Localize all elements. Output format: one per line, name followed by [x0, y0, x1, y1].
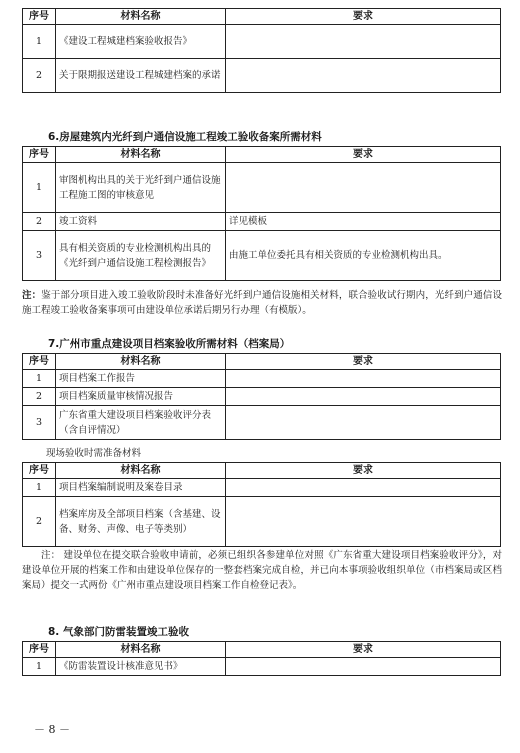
table-row: [23, 388, 501, 406]
section-6-note: [22, 288, 502, 318]
table-header-row: [23, 463, 501, 479]
table-row: [23, 658, 501, 676]
row-no: 2: [23, 213, 56, 231]
note-text: 鉴于部分项目进入竣工验收阶段时未准备好光纤到户通信设施相关材料，联合验收试行期内，光纤到户通信设施工程竣工验收备案事项可由建设单位承诺后期另行办理（有模版）。: [22, 290, 502, 316]
row-no: 1: [23, 163, 56, 213]
row-no: 1: [23, 479, 56, 497]
table-header-row: [23, 147, 501, 163]
row-no: 3: [23, 406, 56, 440]
onsite-materials-title: 现场验收时需准备材料: [46, 448, 142, 459]
section-7-note: 注： 建设单位在提交联合验收申请前，必须已组织各参建单位对照《广东省重大建设项目档案验收评分》，对建设单位开展的档案工作和由建设单位保存的一整套档案完成自检，并已向本事项验收组织单位（市档案局或区档案局）提交一式两份《广州市重点建设项目档案工作自检登记表》。: [22, 550, 502, 591]
row-name: 具有相关资质的专业检测机构出具的《光纤到户通信设施工程检测报告》: [56, 231, 226, 281]
row-no: 1: [23, 370, 56, 388]
table-row: [23, 213, 501, 231]
header-no: 序号: [23, 147, 56, 163]
row-req: [226, 497, 501, 547]
table-row: [23, 370, 501, 388]
header-no: 序号: [23, 642, 56, 658]
table-row: [23, 163, 501, 213]
header-name: 材料名称: [56, 463, 226, 479]
row-name: 竣工资料: [56, 213, 226, 231]
table-row: [23, 25, 501, 59]
row-req: 详见模板: [226, 213, 501, 231]
table-header-row: [23, 354, 501, 370]
note-label: 注：: [22, 290, 42, 301]
row-no: 1: [23, 25, 56, 59]
section-6-title: 6.房屋建筑内光纤到户通信设施工程竣工验收备案所需材料: [48, 131, 322, 143]
row-name: 审图机构出具的关于光纤到户通信设施工程施工图的审核意见: [56, 163, 226, 213]
header-no: 序号: [23, 9, 56, 25]
row-no: 2: [23, 59, 56, 93]
header-name: 材料名称: [56, 354, 226, 370]
header-req: 要求: [226, 354, 501, 370]
row-req: [226, 59, 501, 93]
header-name: 材料名称: [56, 9, 226, 25]
header-req: 要求: [226, 9, 501, 25]
header-req: 要求: [226, 463, 501, 479]
table-header-row: [23, 9, 501, 25]
row-name: 项目档案编制说明及案卷目录: [56, 479, 226, 497]
header-no: 序号: [23, 463, 56, 479]
row-name: 《防雷装置设计核准意见书》: [56, 658, 226, 676]
table-row: [23, 497, 501, 547]
key-project-archive-table: [22, 353, 501, 440]
row-name: 广东省重大建设项目档案验收评分表（含自评情况）: [56, 406, 226, 440]
lightning-protection-table: [22, 641, 501, 676]
archive-acceptance-table: [22, 8, 501, 93]
header-name: 材料名称: [56, 642, 226, 658]
table-row: [23, 406, 501, 440]
onsite-materials-table: [22, 462, 501, 547]
table-row: [23, 59, 501, 93]
row-name: 档案库房及全部项目档案（含基建、设备、财务、声像、电子等类别）: [56, 497, 226, 547]
table-row: [23, 231, 501, 281]
section-8-title: 8. 气象部门防雷装置竣工验收: [48, 626, 189, 638]
row-no: 2: [23, 388, 56, 406]
row-no: 2: [23, 497, 56, 547]
row-req: [226, 479, 501, 497]
table-header-row: [23, 642, 501, 658]
fiber-acceptance-table: [22, 146, 501, 281]
row-no: 1: [23, 658, 56, 676]
page-number: － 8 －: [34, 723, 70, 736]
row-no: 3: [23, 231, 56, 281]
row-req: [226, 370, 501, 388]
row-req: [226, 163, 501, 213]
section-7-title: 7.广州市重点建设项目档案验收所需材料（档案局）: [48, 338, 291, 350]
table-row: [23, 479, 501, 497]
header-name: 材料名称: [56, 147, 226, 163]
header-req: 要求: [226, 642, 501, 658]
header-no: 序号: [23, 354, 56, 370]
row-name: 关于限期报送建设工程城建档案的承诺: [56, 59, 226, 93]
row-name: 《建设工程城建档案验收报告》: [56, 25, 226, 59]
row-req: [226, 406, 501, 440]
row-name: 项目档案工作报告: [56, 370, 226, 388]
row-req: 由施工单位委托具有相关资质的专业检测机构出具。: [226, 231, 501, 281]
row-name: 项目档案质量审核情况报告: [56, 388, 226, 406]
row-req: [226, 388, 501, 406]
header-req: 要求: [226, 147, 501, 163]
row-req: [226, 25, 501, 59]
row-req: [226, 658, 501, 676]
